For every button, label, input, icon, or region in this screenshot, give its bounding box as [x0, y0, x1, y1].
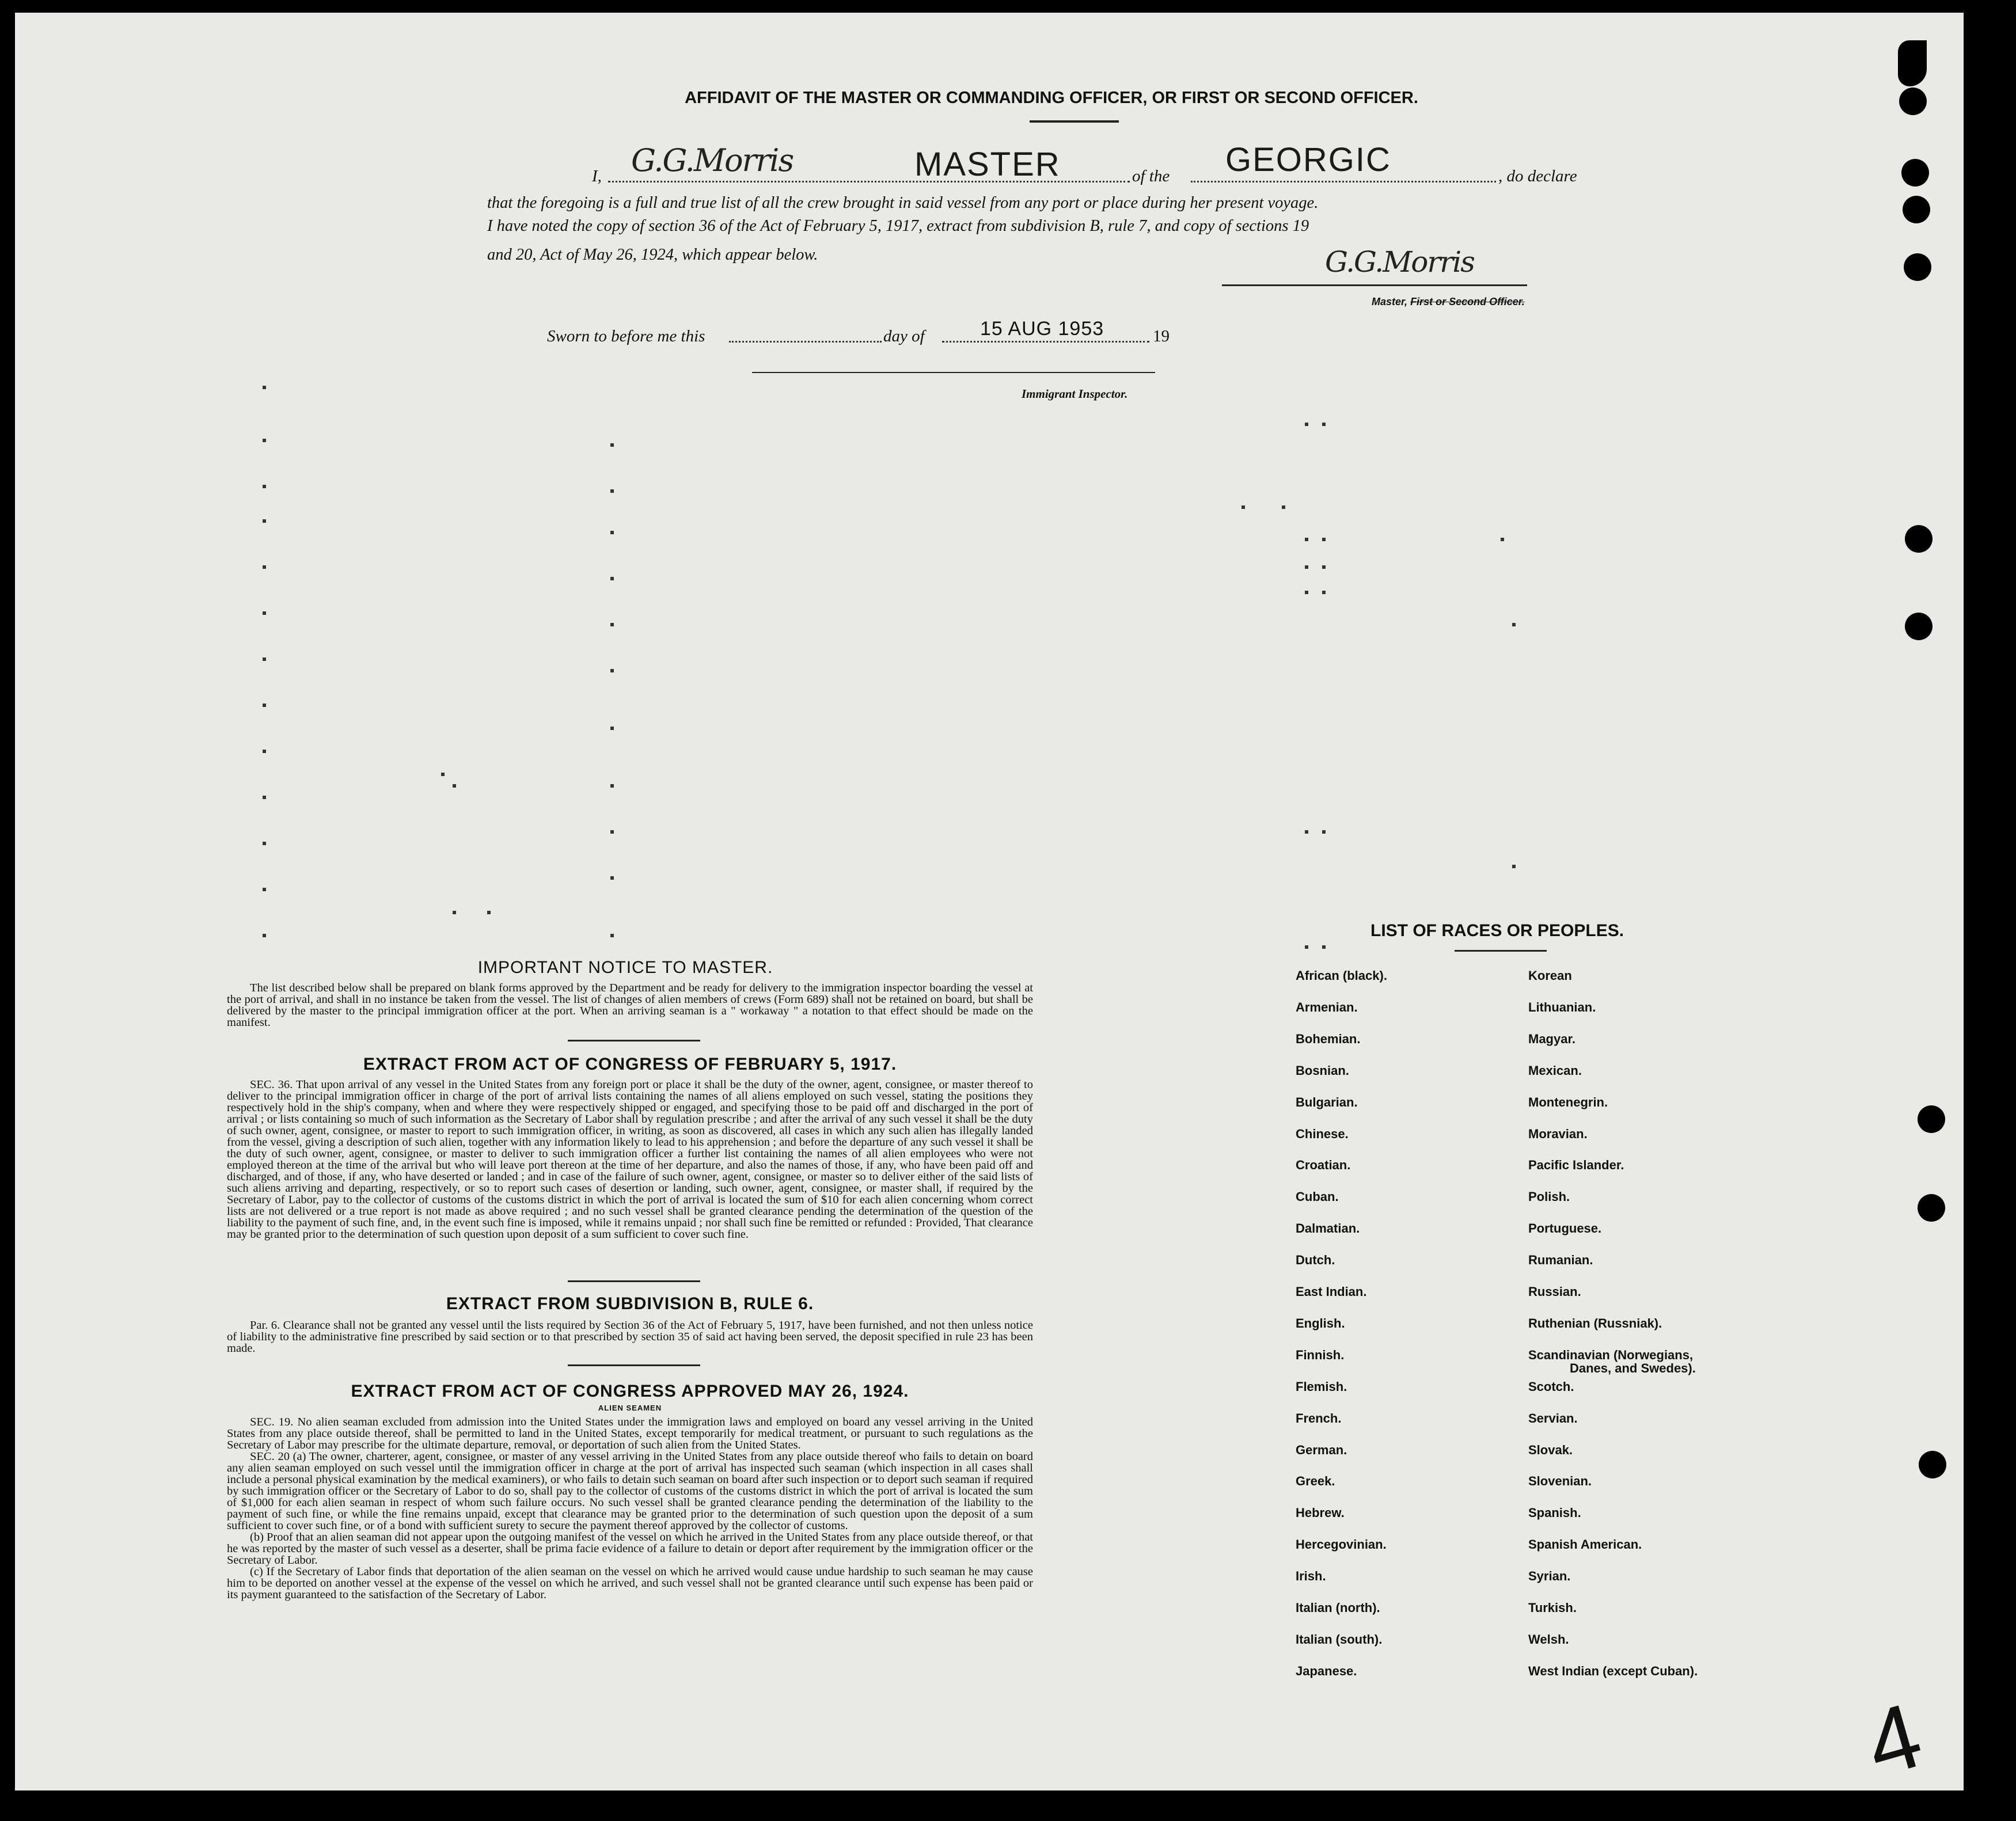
dot-mark: [1501, 538, 1504, 541]
dot-mark: [263, 565, 266, 569]
race-item: Irish.: [1296, 1569, 1326, 1584]
extract-1917-title: EXTRACT FROM ACT OF CONGRESS OF FEBRUARY 5, 1917.: [363, 1055, 897, 1074]
race-item: Croatian.: [1296, 1158, 1351, 1173]
race-item: Pacific Islander.: [1528, 1158, 1624, 1173]
race-item: Spanish American.: [1528, 1537, 1642, 1552]
dot-mark: [263, 611, 266, 615]
race-item: Slovak.: [1528, 1442, 1573, 1457]
notice-divider: [568, 1040, 700, 1041]
dot-mark: [610, 669, 614, 672]
race-item: West Indian (except Cuban).: [1528, 1663, 1698, 1678]
race-item: East Indian.: [1296, 1284, 1367, 1299]
race-item: Mexican.: [1528, 1063, 1582, 1078]
dot-mark: [263, 485, 266, 488]
dot-mark: [1305, 830, 1308, 834]
extract-1917-body: [227, 1079, 1033, 1240]
document-page: [15, 13, 1964, 1796]
inspector-line: [752, 372, 1155, 373]
rank-stamp: MASTER: [914, 146, 1061, 183]
punch-hole: [1919, 1451, 1946, 1478]
dot-mark: [1305, 591, 1308, 594]
race-item: Bohemian.: [1296, 1031, 1361, 1046]
dot-mark: [1512, 623, 1516, 626]
dot-mark: [610, 489, 614, 493]
dot-mark: [263, 439, 266, 442]
race-item: Bosnian.: [1296, 1063, 1349, 1078]
signature-caption: [1372, 296, 1525, 308]
race-item: Korean: [1528, 968, 1572, 983]
dot-mark: [1305, 423, 1308, 426]
dot-mark: [1305, 945, 1308, 949]
dot-mark: [1282, 505, 1285, 509]
punch-hole: [1904, 253, 1931, 281]
punch-hole: [1899, 88, 1927, 115]
race-item: German.: [1296, 1442, 1347, 1457]
sworn-label: Sworn to before me this: [547, 327, 705, 345]
dot-mark: [610, 443, 614, 447]
punch-hole: [1918, 1194, 1945, 1222]
race-item: Dutch.: [1296, 1253, 1335, 1268]
dot-mark: [610, 727, 614, 730]
race-item: Montenegrin.: [1528, 1094, 1608, 1109]
extract-1917-text: SEC. 36. That upon arrival of any vessel in the United States from any foreign port or place it shall be the duty of the owner, agent, consignee, or master thereof to deliver to the principal immigration officer in charge of the port of arrival lists containing the names of all aliens employed on such vessel, stating the positions they respectively hold in the ship's company, when and where they were respectively shipped or engaged, and specifying those to be paid off and discharged in the port of arrival ; or lists containing so much of such information as the Secretary of Labor shall by regulation prescribe ; and after the arrival of any such vessel it shall be the duty of such owner, agent, consignee, or master to report to such immigration officer, in writing, as soon as discovered, all cases in which any such alien has illegally landed from the vessel, giving a description of such alien, together with any information likely to lead to his apprehension ; and before the departure of any such vessel it shall be the duty of such owner, agent, consignee, or master to deliver to such immigration officer a further list containing the names of all alien employees who were not employed thereon at the time of the arrival but who will leave port thereon at the time of her departure, and also the names of those, if any, who have been paid off and discharged, and of those, if any, who have deserted or landed ; and in case of the failure of such owner, agent, consignee, or master so to deliver either of the said lists of such aliens arriving and departing, respectively, or so to report such cases of desertion or landing, such owner, agent, consignee, or master shall, if required by the Secretary of Labor, pay to the collector of customs of the customs district in which the port of arrival is located the sum of $10 for each alien concerning whom correct lists are not delivered or a true report is not made as above required ; and no such vessel shall be granted clearance pending the determination of the question of the liability to the payment of such fine, and, in the event such fine is imposed, while it remains unpaid ; nor shall such fine be remitted or refunded : Provided, That clearance may be granted prior to the determination of such question upon deposit of a sum sufficient to cover such fine.: [227, 1078, 1033, 1241]
punch-hole: [1905, 613, 1933, 640]
race-item: Italian (north).: [1296, 1600, 1380, 1615]
race-item: Greek.: [1296, 1474, 1335, 1489]
race-item: Turkish.: [1528, 1600, 1577, 1615]
dot-mark: [263, 750, 266, 753]
rule-6-text: Par. 6. Clearance shall not be granted any vessel until the lists required by Section 36 of the Act of February 5, 1917, have been furnished, and not then unless notice of liability to the administrative fine prescribed by said section or to that prescribed by section 35 of said act having been served, the deposit specified in rule 23 has been made.: [227, 1319, 1033, 1355]
dot-mark: [263, 657, 266, 661]
dot-mark: [441, 773, 445, 776]
race-item: English.: [1296, 1316, 1345, 1330]
i-label: I,: [592, 167, 602, 185]
dot-mark: [263, 519, 266, 523]
master-label: Master,: [1372, 296, 1408, 307]
race-item: Bulgarian.: [1296, 1094, 1358, 1109]
torn-corner: [1898, 40, 1927, 86]
sec-20a-text: SEC. 20 (a) The owner, charterer, agent, consignee, or master of any vessel arriving in the United States from any place outside thereof who fails to detain on board any alien seaman employed on such vessel until the immigration officer in charge at the port of arrival has inspected such seaman (which inspection in all cases shall include a personal physical examination by the medical examiners), or who fails to detain such seaman on board after such inspection or to deport such seaman if required by such immigration officer or the Secretary of Labor to do so, shall pay to the collector of customs of the customs district in which the port of arrival is located the sum of $1,000 for each alien seaman in respect of whom such failure occurs. No such vessel shall be granted clearance pending the determination of the liability to the payment of such fine, or while the fine remains unpaid, except that clearance may be granted prior to the determination of such question upon the deposit of a sum sufficient to cover such fine, or of a bond with sufficient surety to secure the payment thereof approved by the collector of customs.: [227, 1450, 1033, 1532]
dot-mark: [487, 911, 491, 914]
signature-line: [1222, 284, 1527, 286]
dot-mark: [610, 876, 614, 880]
sec-20c-text: (c) If the Secretary of Labor finds that deportation of the alien seaman on the vessel on which he arrived would cause undue hardship to such seaman he may cause him to be deported on another vessel at the expense of the vessel on which he arrived, and such vessel shall not be granted clearance until such expense has been paid or its payment guaranteed to the satisfaction of the Secretary of Labor.: [227, 1565, 1033, 1601]
dot-mark: [1305, 538, 1308, 541]
race-item: Russian.: [1528, 1284, 1581, 1299]
race-item: Magyar.: [1528, 1031, 1575, 1046]
extract-1924-title: EXTRACT FROM ACT OF CONGRESS APPROVED MAY 26, 1924.: [351, 1382, 909, 1401]
dot-mark: [610, 830, 614, 834]
rule-6-title: EXTRACT FROM SUBDIVISION B, RULE 6.: [446, 1294, 814, 1313]
races-divider: [1455, 950, 1547, 952]
do-declare-label: , do declare: [1498, 167, 1577, 185]
of-the-label: of the: [1132, 167, 1170, 185]
race-item: Lithuanian.: [1528, 999, 1596, 1014]
officer-label-struck: First or Second Officer.: [1410, 296, 1525, 307]
race-item: Syrian.: [1528, 1569, 1571, 1584]
date-line: [942, 341, 1149, 343]
race-item: Polish.: [1528, 1189, 1570, 1204]
rule-6-divider: [568, 1364, 700, 1366]
race-item: Servian.: [1528, 1411, 1578, 1425]
affidavit-line-4: and 20, Act of May 26, 1924, which appear below.: [487, 246, 818, 264]
race-item: Japanese.: [1296, 1663, 1357, 1678]
race-item: African (black).: [1296, 968, 1387, 983]
dot-mark: [453, 784, 456, 788]
affidavit-line-2: that the foregoing is a full and true list of all the crew brought in said vessel from any port or place during her present voyage.: [487, 194, 1319, 212]
race-item: Spanish.: [1528, 1506, 1581, 1520]
race-item: Cuban.: [1296, 1189, 1339, 1204]
race-item: Dalmatian.: [1296, 1221, 1360, 1236]
sec-20b-text: (b) Proof that an alien seaman did not appear upon the outgoing manifest of the vessel on which he arrived in the United States from any place outside thereof, or that he was reported by the master of such vessel as a deserter, shall be prima facie evidence of a failure to detain or deport after requirement by the immigration officer or the Secretary of Labor.: [227, 1531, 1034, 1567]
punch-hole: [1903, 196, 1930, 223]
title-divider: [1030, 120, 1119, 123]
races-title: LIST OF RACES OR PEOPLES.: [1370, 921, 1624, 940]
page-mark: 4: [1854, 1683, 1933, 1796]
dot-mark: [610, 934, 614, 937]
race-item: Finnish.: [1296, 1347, 1345, 1362]
dot-mark: [610, 623, 614, 626]
notice-title: IMPORTANT NOTICE TO MASTER.: [477, 958, 773, 977]
dot-mark: [610, 784, 614, 788]
race-item: Welsh.: [1528, 1632, 1569, 1647]
race-item: Ruthenian (Russniak).: [1528, 1316, 1662, 1330]
race-item: Hebrew.: [1296, 1506, 1345, 1520]
dot-mark: [1322, 830, 1326, 834]
dot-mark: [1512, 865, 1516, 868]
dot-mark: [263, 888, 266, 891]
race-item: Rumanian.: [1528, 1253, 1593, 1268]
dot-mark: [1322, 591, 1326, 594]
dot-mark: [1305, 565, 1308, 569]
alien-seamen-subtitle: ALIEN SEAMEN: [598, 1404, 662, 1412]
dot-mark: [263, 704, 266, 707]
race-item: Scandinavian (Norwegians,: [1528, 1347, 1694, 1362]
race-continuation: Danes, and Swedes).: [1570, 1361, 1696, 1375]
notice-text: The list described below shall be prepared on blank forms approved by the Department and be ready for delivery to the immigration inspector boarding the vessel at the port of arrival, and shall in no instance be taken from the vessel. The list of changes of alien members of crews (Form 689) shall not be retained on board, but shall be delivered by the master to the principal immigration officer at the port. When an arriving seaman is a " workaway " a notation to that effect should be made on the manifest.: [227, 982, 1033, 1029]
race-item: Italian (south).: [1296, 1632, 1383, 1647]
race-item: Slovenian.: [1528, 1474, 1592, 1489]
master-signature: G.G.Morris: [1325, 245, 1474, 279]
vessel-line: [1191, 181, 1496, 183]
extract-1917-divider: [568, 1280, 700, 1282]
dot-mark: [610, 577, 614, 580]
affidavit-title: AFFIDAVIT OF THE MASTER OR COMMANDING OFFICER, OR FIRST OR SECOND OFFICER.: [685, 89, 1418, 107]
vessel-name: GEORGIC: [1225, 141, 1391, 178]
dot-mark: [610, 531, 614, 534]
year-prefix: 19: [1153, 327, 1170, 345]
dot-mark: [263, 386, 266, 389]
day-line: [729, 341, 882, 343]
extract-1924-body: [227, 1416, 1033, 1600]
dot-mark: [1242, 505, 1245, 509]
race-item: Scotch.: [1528, 1379, 1574, 1394]
master-signature-name: G.G.Morris: [631, 142, 794, 178]
punch-hole: [1918, 1105, 1945, 1133]
dot-mark: [263, 934, 266, 937]
punch-hole: [1901, 159, 1929, 187]
dot-mark: [1322, 945, 1326, 949]
punch-hole: [1905, 525, 1933, 553]
day-of-label: day of: [883, 327, 925, 345]
dot-mark: [1322, 565, 1326, 569]
race-item: Chinese.: [1296, 1126, 1349, 1141]
dot-mark: [263, 842, 266, 845]
race-item: Moravian.: [1528, 1126, 1588, 1141]
rule-6-body: [227, 1320, 1033, 1354]
affidavit-line-3: I have noted the copy of section 36 of the Act of February 5, 1917, extract from subdivision B, rule 7, and copy of sections 19: [487, 217, 1309, 235]
dot-mark: [453, 911, 456, 914]
race-item: Hercegovinian.: [1296, 1537, 1387, 1552]
dot-mark: [1322, 423, 1326, 426]
race-item: Portuguese.: [1528, 1221, 1602, 1236]
race-item: French.: [1296, 1411, 1342, 1425]
inspector-label: Immigrant Inspector.: [1022, 387, 1128, 401]
date-stamp: 15 AUG 1953: [980, 318, 1104, 340]
race-item: Armenian.: [1296, 999, 1358, 1014]
dot-mark: [263, 796, 266, 799]
race-item: Flemish.: [1296, 1379, 1347, 1394]
sec-19-text: SEC. 19. No alien seaman excluded from admission into the United States under the immigration laws and employed on board any vessel arriving in the United States from any place outside thereof, shall be permitted to land in the United States, except temporarily for medical treatment, or pursuant to such regulations as the Secretary of Labor may prescribe for the ultimate departure, removal, or deportation of such alien from the United States.: [227, 1416, 1033, 1451]
dot-mark: [1322, 538, 1326, 541]
notice-body: [227, 982, 1033, 1028]
